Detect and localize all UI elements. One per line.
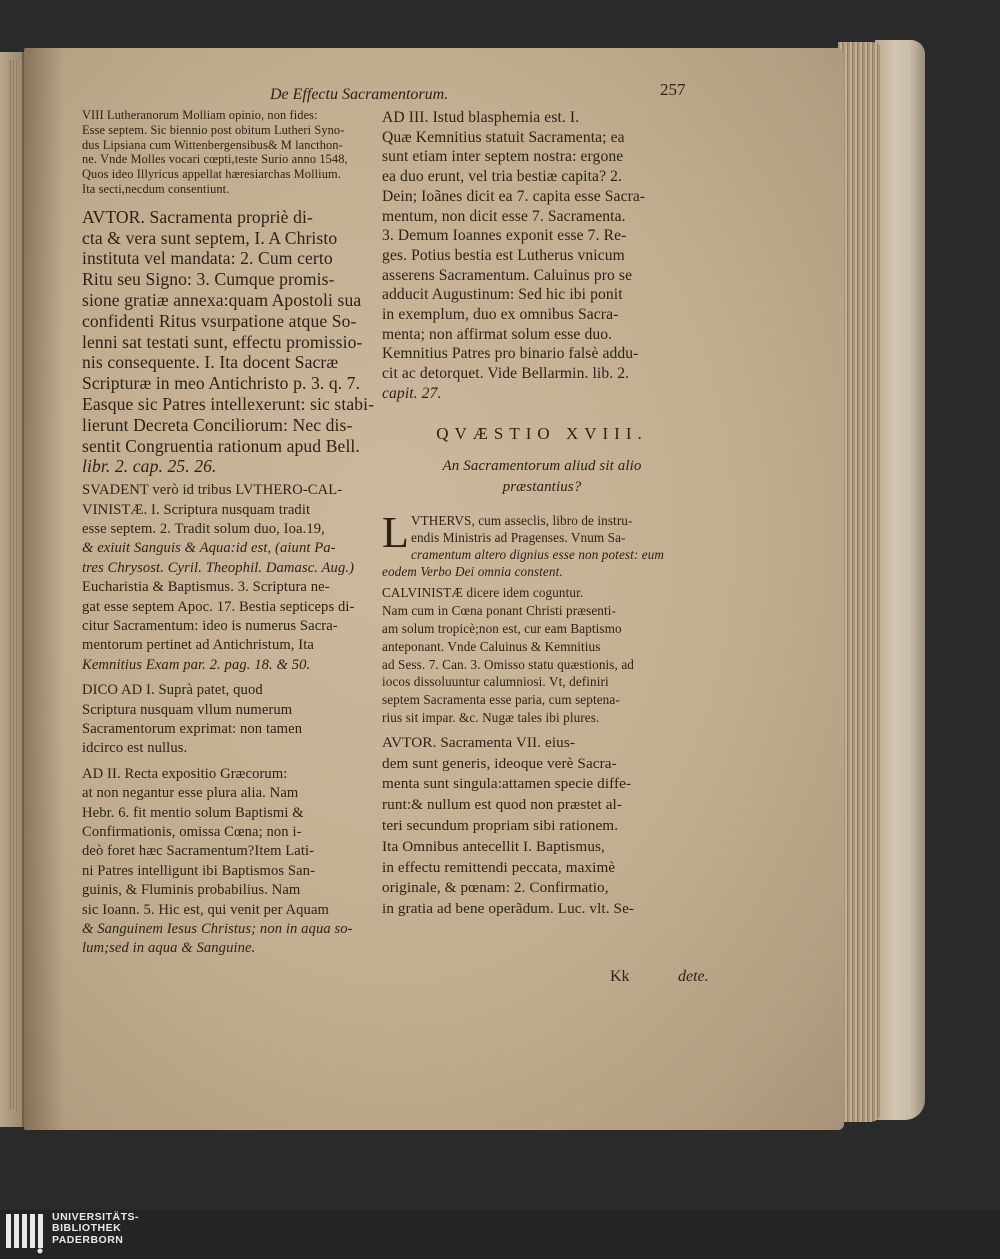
text-line: Ita Omnibus antecellit I. Baptismus,	[382, 837, 605, 855]
text-line: Ritu seu Signo: 3. Cumque promis-	[82, 269, 335, 290]
left-column	[82, 108, 382, 959]
text-line: cta & vera sunt septem, I. A Christo	[82, 227, 338, 248]
text-line: cit ac detorquet. Vide Bellarmin. lib. 2.	[382, 365, 630, 383]
text-line: endis Ministris ad Pragenses. Vnum Sa-	[410, 529, 626, 545]
text-line: Sacramentorum exprimat: non tamen	[82, 721, 303, 738]
text-line: in effectu remittendi peccata, maximè	[382, 858, 616, 876]
suadent-paragraph	[82, 481, 382, 675]
text-line: VINISTÆ. I. Scriptura nusquam tradit	[82, 501, 311, 518]
facing-page-leaves	[8, 60, 18, 1110]
text-line: tres Chrysost. Cyril. Theophil. Damasc. Aug.)	[82, 559, 355, 576]
text-line: lum;sed in aqua & Sanguine.	[82, 940, 256, 957]
marginal-note	[82, 108, 372, 197]
text-line: ni Patres intelligunt ibi Baptismos San-	[82, 862, 316, 879]
text-line: 3. Demum Ioannes exponit esse 7. Re-	[382, 227, 627, 245]
text-line: septem Sacramenta esse paria, cum septena-	[382, 692, 620, 708]
library-logo-icon	[6, 1212, 44, 1254]
text-line: originale, & pœnam: 2. Confirmatio,	[382, 879, 609, 897]
text-line: am solum tropicè;non est, cur eam Baptismo	[382, 620, 622, 636]
text-line: mentorum pertinet ad Antichristum, Ita	[82, 637, 314, 654]
text-line: at non negantur esse plura alia. Nam	[82, 785, 299, 802]
text-line: lierunt Decreta Conciliorum: Nec dis-	[82, 414, 353, 435]
text-line: Easque sic Patres intellexerunt: sic stabi-	[82, 393, 375, 414]
text-line: menta; non affirmat solum esse duo.	[382, 325, 613, 343]
text-line: rius sit impar. &c. Nugæ tales ibi plures.	[382, 709, 600, 725]
text-line: AVTOR. Sacramenta propriè di-	[82, 206, 313, 227]
text-line: & exiuit Sanguis & Aqua:id est, (aiunt Pa-	[82, 540, 336, 557]
calvinistae-paragraph	[382, 584, 707, 726]
right-column	[382, 108, 712, 920]
text-line: sentit Congruentia rationum apud Bell.	[82, 435, 360, 456]
text-line: iocos dissoluuntur calumniosi. Vt, definiri	[382, 674, 609, 690]
text-line: runt:& nullum est quod non præstet al-	[382, 796, 623, 814]
text-line: guinis, & Fluminis probabilius. Nam	[82, 882, 301, 899]
text-line: Eucharistia & Baptismus. 3. Scriptura ne-	[82, 579, 330, 596]
text-line: lenni sat testati sunt, effectu promissio-	[82, 331, 363, 352]
text-line: esse septem. 2. Tradit solum duo, Ioa.19,	[82, 520, 325, 537]
dico-paragraph	[82, 681, 382, 759]
ad-iii-paragraph	[382, 108, 712, 404]
text-line: menta sunt singula:attamen specie diffe-	[382, 775, 632, 793]
text-line: mentum, non dicit esse 7. Sacramenta.	[382, 207, 626, 225]
subheading-line: præstantius?	[502, 478, 582, 495]
book-fore-edge	[875, 40, 925, 1120]
logo-line: UNIVERSITÄTS-	[52, 1211, 140, 1223]
page-number: 257	[660, 80, 686, 99]
text-line: nis consequente. I. Ita docent Sacræ	[82, 352, 339, 373]
text-line: sunt etiam inter septem nostra: ergone	[382, 148, 624, 166]
autor-vii-paragraph	[382, 733, 712, 920]
text-line: Dein; Ioãnes dicit ea 7. capita esse Sacra-	[382, 187, 646, 205]
text-line: citur Sacramentum: ideo is numerus Sacra-	[82, 617, 338, 634]
note-line: VIII Lutheranorum Molliam opinio, non fides:	[82, 108, 318, 122]
ad-ii-paragraph	[82, 765, 382, 959]
text-line: cramentum altero dignius esse non potest: eum	[410, 546, 665, 562]
text-line: ea duo erunt, vel tria bestiæ capita? 2.	[382, 168, 622, 186]
drop-capital: L	[382, 507, 409, 557]
page-stack	[838, 42, 882, 1122]
note-line: ne. Vnde Molles vocari cœpti,teste Surio anno 1548,	[82, 152, 348, 167]
autor-paragraph	[82, 207, 382, 477]
note-line: Quos ideo Illyricus appellat hæresiarchas Mollium.	[82, 167, 341, 182]
text-line: AVTOR. Sacramenta VII. eius-	[382, 733, 576, 751]
note-line: dus Lipsiana cum Wittenbergensibus& M lancthon-	[82, 137, 343, 152]
text-line: instituta vel mandata: 2. Cum certo	[82, 248, 333, 269]
text-line: ad Sess. 7. Can. 3. Omisso statu quæstionis, ad	[382, 656, 634, 672]
text-line: Scripturæ in meo Antichristo p. 3. q. 7.	[82, 373, 361, 394]
text-line: VTHERVS, cum asseclis, libro de instru-	[410, 512, 633, 528]
text-line: anteponant. Vnde Caluinus & Kemnitius	[382, 638, 601, 654]
footer-bar	[0, 1210, 1000, 1259]
text-line: CALVINISTÆ dicere idem coguntur.	[382, 585, 584, 601]
text-line: Quæ Kemnitius statuit Sacramenta; ea	[382, 128, 625, 146]
text-line: eodem Verbo Dei omnia constent.	[382, 564, 563, 580]
text-line: Nam cum in Cœna ponant Christi præsenti-	[382, 603, 617, 619]
text-line: Scriptura nusquam vllum numerum	[82, 701, 293, 718]
lutherus-paragraph	[382, 507, 707, 581]
text-line: Confirmationis, omissa Cœna; non i-	[82, 824, 302, 841]
question-subheading	[382, 456, 702, 498]
text-line: in exemplum, duo ex omnibus Sacra-	[382, 306, 619, 324]
text-line: capit. 27.	[382, 384, 442, 402]
text-line: SVADENT verò id tribus LVTHERO-CAL-	[82, 482, 343, 499]
logo-line: PADERBORN	[52, 1233, 124, 1246]
text-line: & Sanguinem Iesus Christus; non in aqua so-	[82, 921, 353, 938]
question-heading: QVÆSTIO XVIII.	[436, 423, 648, 443]
running-head: De Effectu Sacramentorum.	[270, 86, 449, 103]
text-line: DICO AD I. Suprà patet, quod	[82, 682, 263, 699]
text-line: dem sunt generis, ideoque verè Sacra-	[382, 754, 617, 772]
text-line: asserens Sacramentum. Caluinus pro se	[382, 266, 633, 284]
text-line: libr. 2. cap. 25. 26.	[82, 456, 217, 477]
text-line: sione gratiæ annexa:quam Apostoli sua	[82, 289, 362, 310]
library-logo-text	[52, 1212, 139, 1246]
catchword: dete.	[678, 968, 709, 985]
text-line: in gratia ad bene operãdum. Luc. vlt. Se-	[382, 900, 635, 918]
subheading-line: An Sacramentorum aliud sit alio	[442, 457, 642, 474]
text-line: sic Ioann. 5. Hic est, qui venit per Aquam	[82, 901, 329, 918]
note-line: Ita secti,necdum consentiunt.	[82, 181, 230, 196]
text-line: Kemnitius Exam par. 2. pag. 18. & 50.	[82, 656, 311, 673]
gutter-shadow	[24, 48, 64, 1130]
text-line: idcirco est nullus.	[82, 740, 188, 757]
text-line: gat esse septem Apoc. 17. Bestia septiceps di-	[82, 598, 355, 615]
text-line: Hebr. 6. fit mentio solum Baptismi &	[82, 804, 304, 821]
logo-line: BIBLIOTHEK	[52, 1222, 122, 1235]
note-line: Esse septem. Sic biennio post obitum Lutheri Syno-	[82, 122, 345, 137]
text-line: ges. Potius bestia est Lutherus vnicum	[382, 246, 625, 264]
text-line: Kemnitius Patres pro binario falsè addu-	[382, 345, 639, 363]
text-line: AD II. Recta expositio Græcorum:	[82, 765, 288, 782]
signature-mark: Kk	[610, 968, 630, 985]
text-line: confidenti Ritus vsurpatione atque So-	[82, 310, 357, 331]
text-line: teri secundum propriam sibi rationem.	[382, 816, 619, 834]
text-line: AD III. Istud blasphemia est. I.	[382, 109, 580, 126]
text-line: adducit Augustinum: Sed hic ibi ponit	[382, 286, 623, 304]
text-line: deò foret hæc Sacramentum?Item Lati-	[82, 843, 315, 860]
